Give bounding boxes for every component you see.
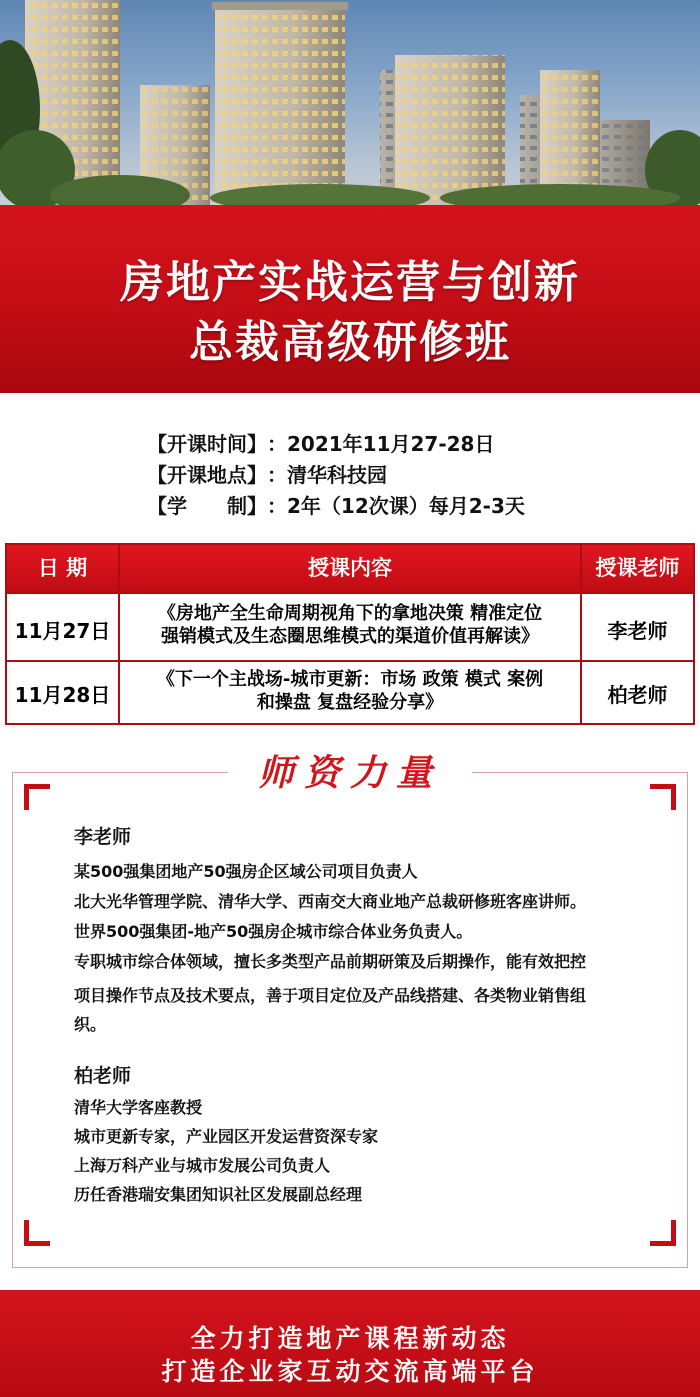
table-row-date: 11月27日 xyxy=(14,619,111,643)
table-row-teacher: 柏老师 xyxy=(607,683,668,707)
teacher-bio-line: 城市更新专家，产业园区开发运营资深专家 xyxy=(74,1127,379,1146)
footer-slogan-line-1: 全力打造地产课程新动态 xyxy=(190,1324,510,1353)
teacher-bio-line: 项目操作节点及技术要点，善于项目定位及产品线搭建、各类物业销售组 xyxy=(74,986,587,1005)
teacher-name: 李老师 xyxy=(74,826,132,848)
row-divider xyxy=(7,592,693,594)
header-content: 授课内容 xyxy=(308,556,392,580)
row-divider xyxy=(7,660,693,662)
info-label: 【开课时间】 xyxy=(147,432,267,456)
footer-slogan-line-2: 打造企业家互动交流高端平台 xyxy=(161,1357,539,1386)
frame-corner xyxy=(650,1220,676,1246)
teacher-bio-line: 上海万科产业与城市发展公司负责人 xyxy=(74,1156,331,1175)
teacher-bio-line: 世界500强集团-地产50强房企城市综合体业务负责人。 xyxy=(74,922,473,941)
header-date: 日 期 xyxy=(37,556,88,580)
frame-corner xyxy=(24,784,50,810)
info-label: 【学 制】 xyxy=(147,494,267,518)
content-line: 强销模式及生态圈思维模式的渠道价值再解读》 xyxy=(161,626,539,647)
table-row-content xyxy=(120,602,580,648)
table-row-content xyxy=(120,668,580,714)
content-line: 《房地产全生命周期视角下的拿地决策 精准定位 xyxy=(157,603,543,624)
table-row-teacher: 李老师 xyxy=(607,619,668,643)
page-title-line-2: 总裁高级研修班 xyxy=(189,317,511,368)
info-value: ：2021年11月27-28日 xyxy=(267,432,495,456)
teacher-bio-line: 织。 xyxy=(74,1015,107,1034)
info-value: ：清华科技园 xyxy=(267,463,387,487)
teacher-bio-line: 北大光华管理学院、清华大学、西南交大商业地产总裁研修班客座讲师。 xyxy=(74,892,587,911)
schedule-table xyxy=(5,543,695,725)
teacher-bio-line: 清华大学客座教授 xyxy=(74,1098,203,1117)
section-title-faculty: 师资力量 xyxy=(228,748,472,800)
content-line: 《下一个主战场-城市更新：市场 政策 模式 案例 xyxy=(156,669,544,690)
page-title-line-1: 房地产实战运营与创新 xyxy=(120,257,580,308)
info-start-time xyxy=(147,428,494,457)
header-teacher: 授课老师 xyxy=(595,556,680,580)
info-location xyxy=(147,459,387,488)
frame-corner xyxy=(650,784,676,810)
city-skyline-photo xyxy=(0,0,700,205)
teacher-name: 柏老师 xyxy=(74,1065,132,1087)
table-row-date: 11月28日 xyxy=(14,683,111,707)
teacher-bio-line: 专职城市综合体领域，擅长多类型产品前期研策及后期操作，能有效把控 xyxy=(74,952,587,971)
info-label: 【开课地点】 xyxy=(147,463,267,487)
info-duration xyxy=(147,490,525,519)
content-line: 和操盘 复盘经验分享》 xyxy=(256,692,444,713)
teacher-bio-line: 某500强集团地产50强房企区域公司项目负责人 xyxy=(74,862,418,881)
hero-building-photo xyxy=(0,0,700,205)
info-value: ：2年（12次课）每月2-3天 xyxy=(267,494,525,518)
frame-corner xyxy=(24,1220,50,1246)
teacher-bio-line: 历任香港瑞安集团知识社区发展副总经理 xyxy=(74,1185,363,1204)
